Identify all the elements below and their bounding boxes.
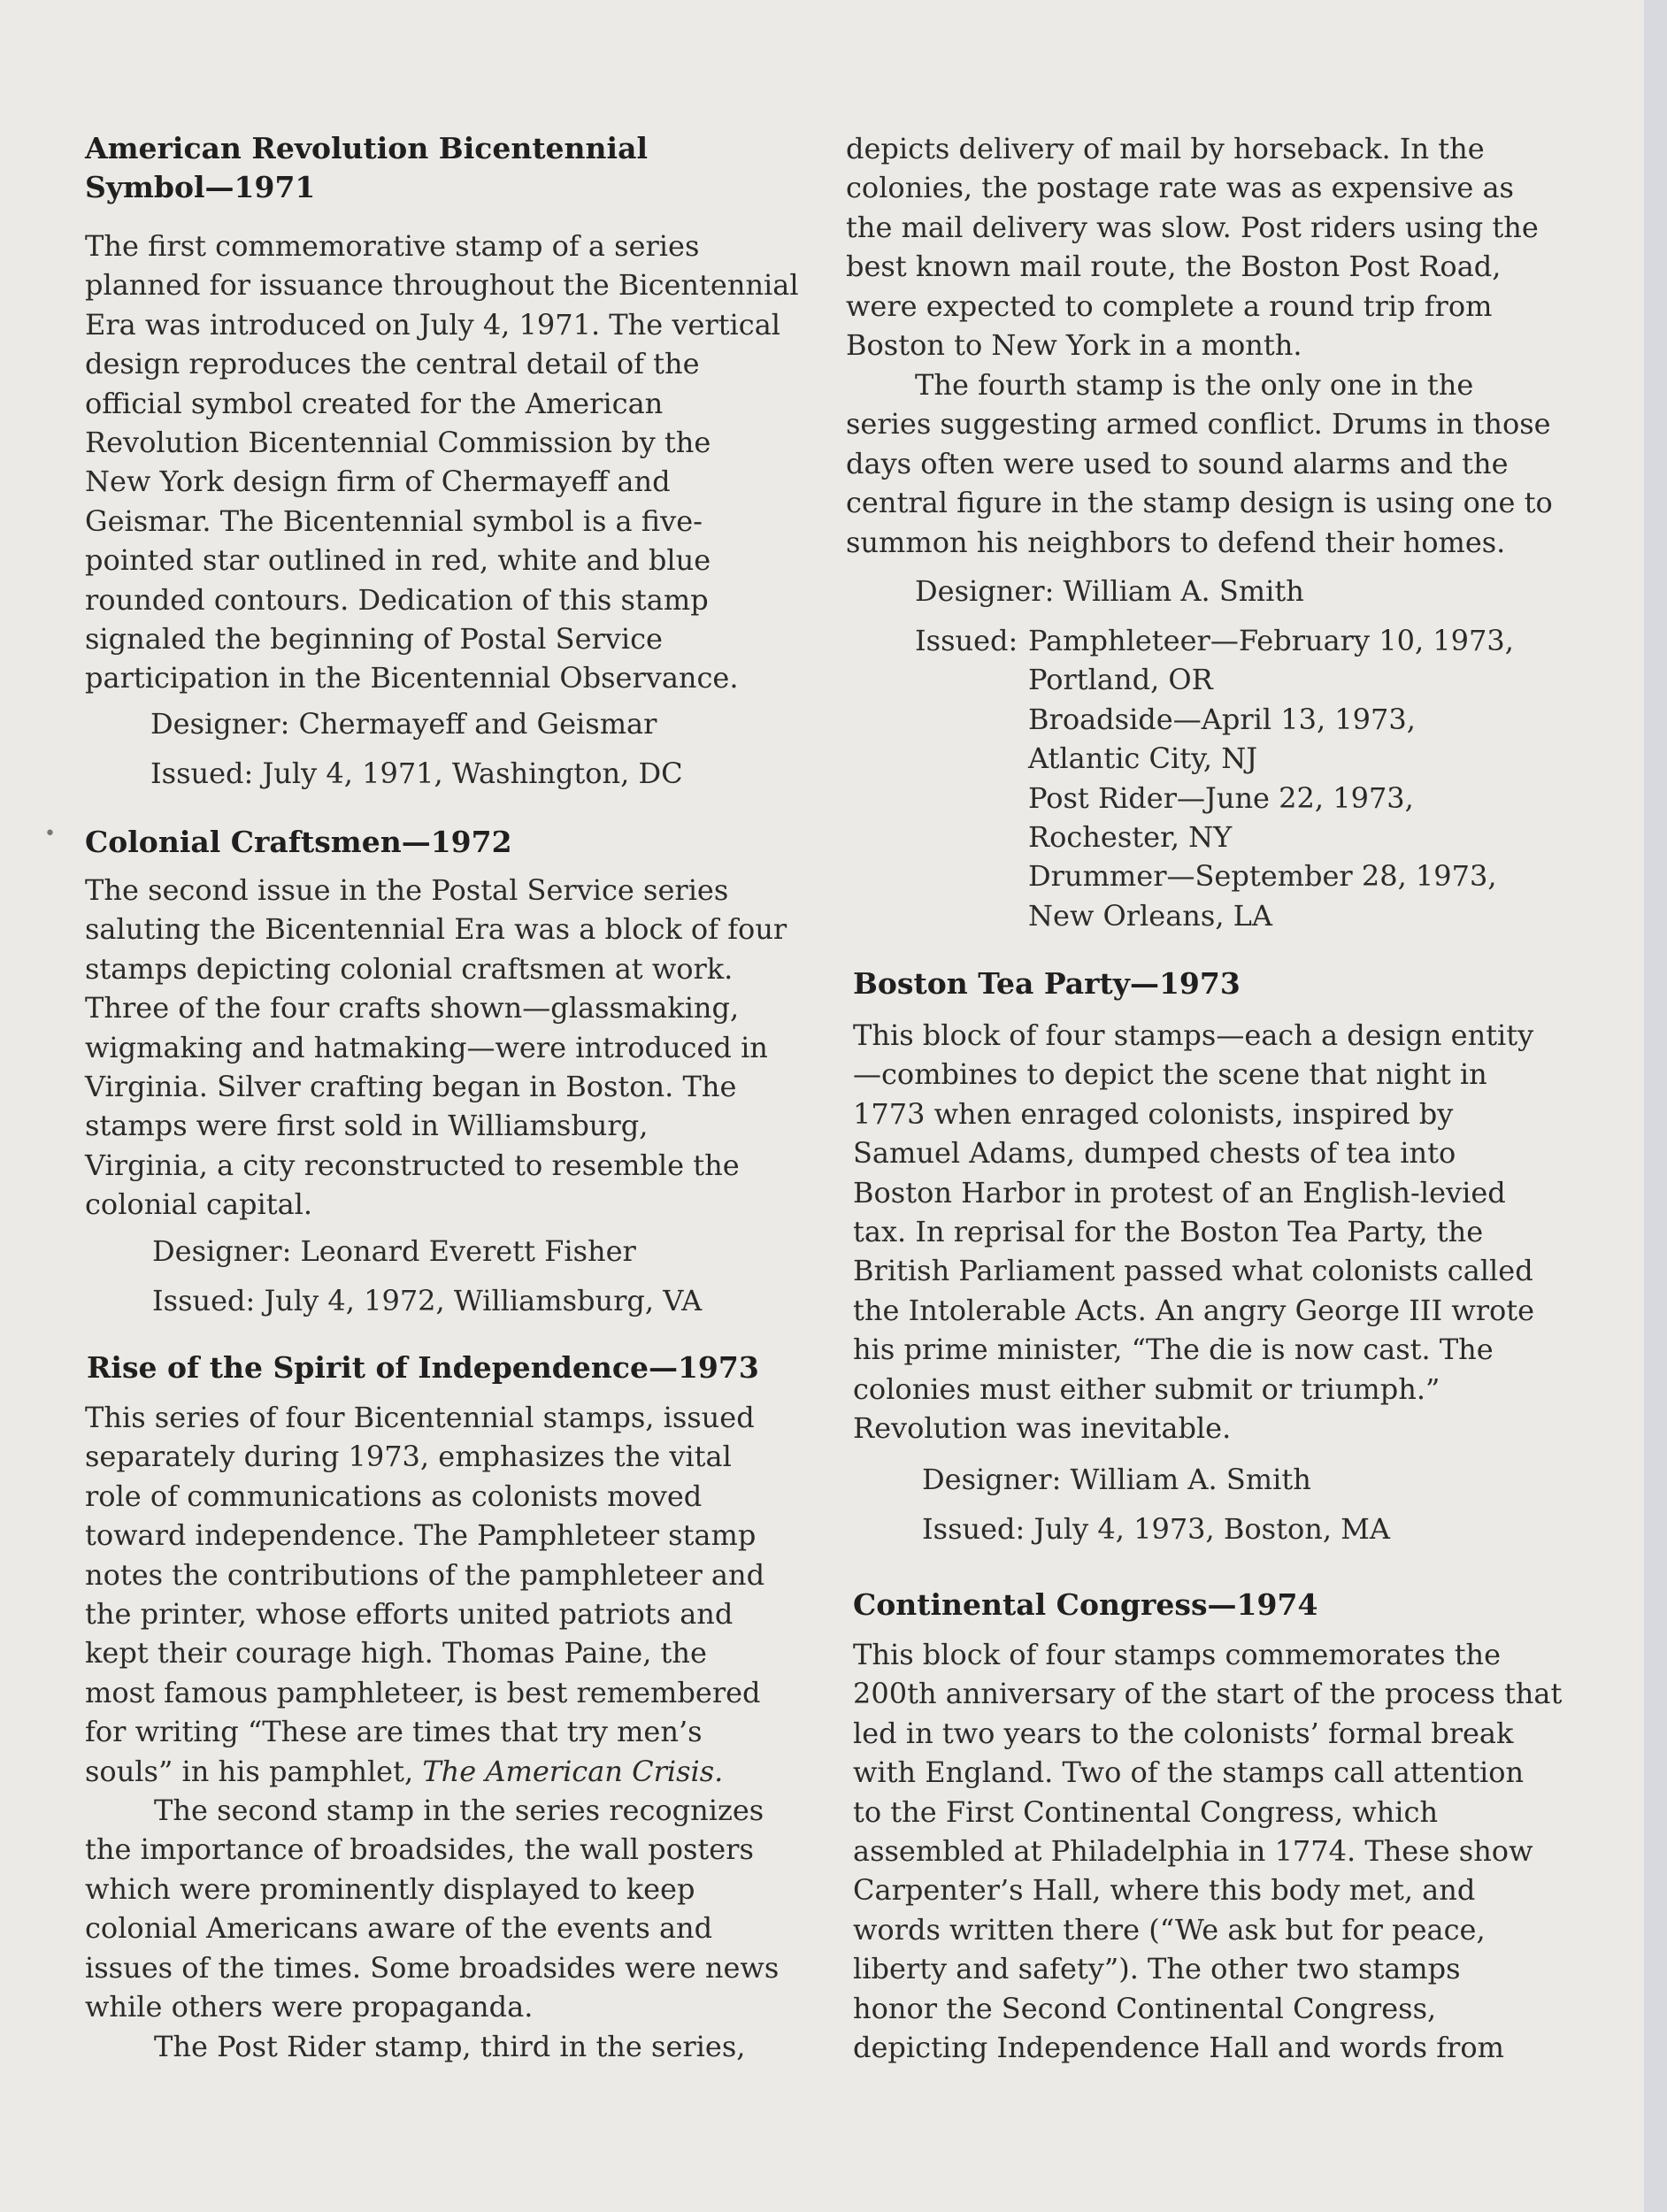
text-line: colonial capital. — [85, 1187, 313, 1222]
text-line: The Post Rider stamp, third in the series, — [154, 2030, 746, 2063]
text-line: words written there (“We ask but for peace, — [853, 1912, 1486, 1947]
text-line: separately during 1973, emphasizes the vital — [85, 1440, 732, 1474]
text-line: best known mail route, the Boston Post Road, — [846, 250, 1502, 284]
text-line: Pamphleteer—February 10, 1973, — [1028, 624, 1514, 657]
text-line: Three of the four crafts shown—glassmaking, — [85, 991, 740, 1025]
designer-colonial-craftsmen: Designer: Leonard Everett Fisher — [152, 1234, 636, 1268]
paragraph-continental-congress — [853, 1635, 1562, 2067]
text-line: issues of the times. Some broadsides were news — [85, 1950, 780, 1985]
text-line: Boston Harbor in protest of an English-levied — [853, 1175, 1506, 1210]
heading-line: American Revolution Bicentennial — [85, 131, 648, 165]
text-line: depicting Independence Hall and words from — [853, 2031, 1504, 2065]
text-line: The fourth stamp is the only one in the — [915, 368, 1474, 402]
text-line: led in two years to the colonists’ formal break — [853, 1716, 1514, 1750]
text-line: Samuel Adams, dumped chests of tea into — [853, 1136, 1456, 1171]
paragraph-boston-tea-party — [853, 1016, 1534, 1448]
paragraph-spirit-of-independence — [85, 1398, 764, 1752]
text-line: wigmaking and hatmaking—were introduced in — [85, 1030, 768, 1064]
paragraph-last-line — [85, 1752, 723, 1791]
heading-continental-congress: Continental Congress—1974 — [853, 1587, 1318, 1622]
text-line: toward independence. The Pamphleteer stamp — [85, 1518, 757, 1553]
text-line: tax. In reprisal for the Boston Tea Party, the — [853, 1215, 1484, 1249]
paragraph-bicentennial-symbol — [85, 227, 799, 698]
text-line: stamps depicting colonial craftsmen at work. — [85, 951, 734, 986]
text-line: which were prominently displayed to keep — [85, 1871, 695, 1906]
text-line: signaled the beginning of Postal Service — [85, 622, 663, 657]
text-line: planned for issuance throughout the Bicentennial — [85, 268, 799, 303]
paragraph-post-rider — [85, 2027, 745, 2066]
heading-spirit-of-independence: Rise of the Spirit of Independence—1973 — [87, 1350, 759, 1385]
text-line: were expected to complete a round trip from — [846, 288, 1493, 323]
paragraph-drummer — [846, 365, 1553, 562]
text-line: days often were used to sound alarms and the — [846, 446, 1509, 480]
text-line: New York design firm of Chermayeff and — [85, 465, 671, 499]
text-line: This block of four stamps—each a design entity — [853, 1018, 1534, 1052]
heading-bicentennial-symbol — [85, 129, 648, 207]
text-line: rounded contours. Dedication of this stamp — [85, 582, 709, 617]
text-line: notes the contributions of the pamphleteer and — [85, 1557, 765, 1592]
text-line: Virginia. Silver crafting began in Boston. The — [85, 1070, 737, 1104]
text-line: liberty and safety”). The other two stamps — [853, 1952, 1461, 1986]
heading-colonial-craftsmen: Colonial Craftsmen—1972 — [85, 825, 512, 859]
text-run: souls” in his pamphlet, — [85, 1755, 423, 1788]
text-line: role of communications as colonists moved — [85, 1479, 703, 1513]
text-line: most famous pamphleteer, is best remembered — [85, 1675, 761, 1709]
text-line: Revolution Bicentennial Commission by the — [85, 426, 711, 460]
text-line: Revolution was inevitable. — [853, 1411, 1232, 1446]
text-line: 200th anniversary of the start of the process that — [853, 1677, 1563, 1711]
book-title: The American Crisis. — [422, 1755, 724, 1788]
page-edge — [1644, 0, 1667, 2212]
text-line: —combines to depict the scene that night in — [853, 1057, 1487, 1092]
text-line: while others were propaganda. — [85, 1990, 534, 2024]
text-line: the mail delivery was slow. Post riders using the — [846, 210, 1539, 244]
text-line: The second stamp in the series recognizes — [154, 1793, 764, 1827]
text-line: 1773 when enraged colonists, inspired by — [853, 1096, 1454, 1131]
text-line: The first commemorative stamp of a series — [85, 229, 700, 263]
margin-mark: • — [44, 823, 56, 845]
text-line: official symbol created for the American — [85, 386, 664, 420]
text-line: the Intolerable Acts. An angry George III wrote — [853, 1293, 1535, 1327]
text-line: participation in the Bicentennial Observance. — [85, 661, 739, 695]
text-line: summon his neighbors to defend their homes. — [846, 525, 1506, 559]
text-line: Era was introduced on July 4, 1971. The vertical — [85, 307, 780, 342]
heading-line: Symbol—1971 — [85, 170, 316, 204]
text-line: Post Rider—June 22, 1973, — [1028, 780, 1414, 815]
text-line: depicts delivery of mail by horseback. In the — [846, 132, 1485, 165]
text-line: Drummer—September 28, 1973, — [1028, 859, 1497, 894]
paragraph-broadsides — [85, 1791, 779, 2026]
paragraph-post-rider-cont — [846, 129, 1539, 365]
text-line: Virginia, a city reconstructed to resemble the — [85, 1148, 740, 1182]
text-line: his prime minister, “The die is now cast. The — [853, 1333, 1494, 1367]
text-line: Portland, OR — [1028, 663, 1213, 697]
text-line: for writing “These are times that try men’s — [85, 1715, 703, 1749]
text-line: stamps were first sold in Williamsburg, — [85, 1109, 649, 1143]
issued-dates-list — [1028, 621, 1514, 935]
text-line: central figure in the stamp design is using one to — [846, 486, 1553, 520]
heading-boston-tea-party: Boston Tea Party—1973 — [853, 966, 1241, 1001]
text-line: kept their courage high. Thomas Paine, the — [85, 1636, 707, 1671]
text-line: saluting the Bicentennial Era was a block of four — [85, 912, 787, 947]
text-line: Geismar. The Bicentennial symbol is a five- — [85, 503, 703, 538]
designer-bicentennial-symbol: Designer: Chermayeff and Geismar — [150, 707, 657, 741]
text-line: honor the Second Continental Congress, — [853, 1991, 1437, 2025]
issued-label: Issued: — [915, 624, 1018, 657]
text-line: colonies, the postage rate was as expensive as — [846, 171, 1514, 205]
issued-bicentennial-symbol: Issued: July 4, 1971, Washington, DC — [150, 757, 683, 790]
text-line: pointed star outlined in red, white and blue — [85, 543, 711, 578]
text-line: the importance of broadsides, the wall posters — [85, 1832, 754, 1867]
text-line: the printer, whose efforts united patriots and — [85, 1597, 734, 1632]
text-line: Boston to New York in a month. — [846, 328, 1302, 363]
text-line: British Parliament passed what colonists called — [853, 1254, 1533, 1288]
designer-boston-tea-party: Designer: William A. Smith — [922, 1463, 1311, 1496]
text-line: design reproduces the central detail of the — [85, 347, 700, 381]
text-line: series suggesting armed conflict. Drums in those — [846, 407, 1551, 442]
text-line: Atlantic City, NJ — [1028, 741, 1258, 776]
text-line: colonies must either submit or triumph.” — [853, 1371, 1440, 1406]
text-line: The second issue in the Postal Service series — [85, 873, 729, 907]
text-line: New Orleans, LA — [1028, 898, 1273, 933]
text-line: This block of four stamps commemorates the — [853, 1638, 1502, 1671]
issued-colonial-craftsmen: Issued: July 4, 1972, Williamsburg, VA — [152, 1284, 703, 1317]
text-line: assembled at Philadelphia in 1774. These show — [853, 1834, 1533, 1869]
text-line: This series of four Bicentennial stamps, issued — [85, 1401, 755, 1434]
text-line: Carpenter’s Hall, where this body met, and — [853, 1873, 1476, 1908]
text-line: with England. Two of the stamps call attention — [853, 1755, 1525, 1790]
text-line: Rochester, NY — [1028, 820, 1233, 855]
designer-spirit: Designer: William A. Smith — [915, 574, 1304, 608]
paragraph-colonial-craftsmen — [85, 871, 787, 1225]
text-line: colonial Americans aware of the events and — [85, 1911, 713, 1946]
text-line: Broadside—April 13, 1973, — [1028, 702, 1416, 736]
issued-boston-tea-party: Issued: July 4, 1973, Boston, MA — [922, 1512, 1391, 1546]
text-line: to the First Continental Congress, which — [853, 1794, 1439, 1829]
